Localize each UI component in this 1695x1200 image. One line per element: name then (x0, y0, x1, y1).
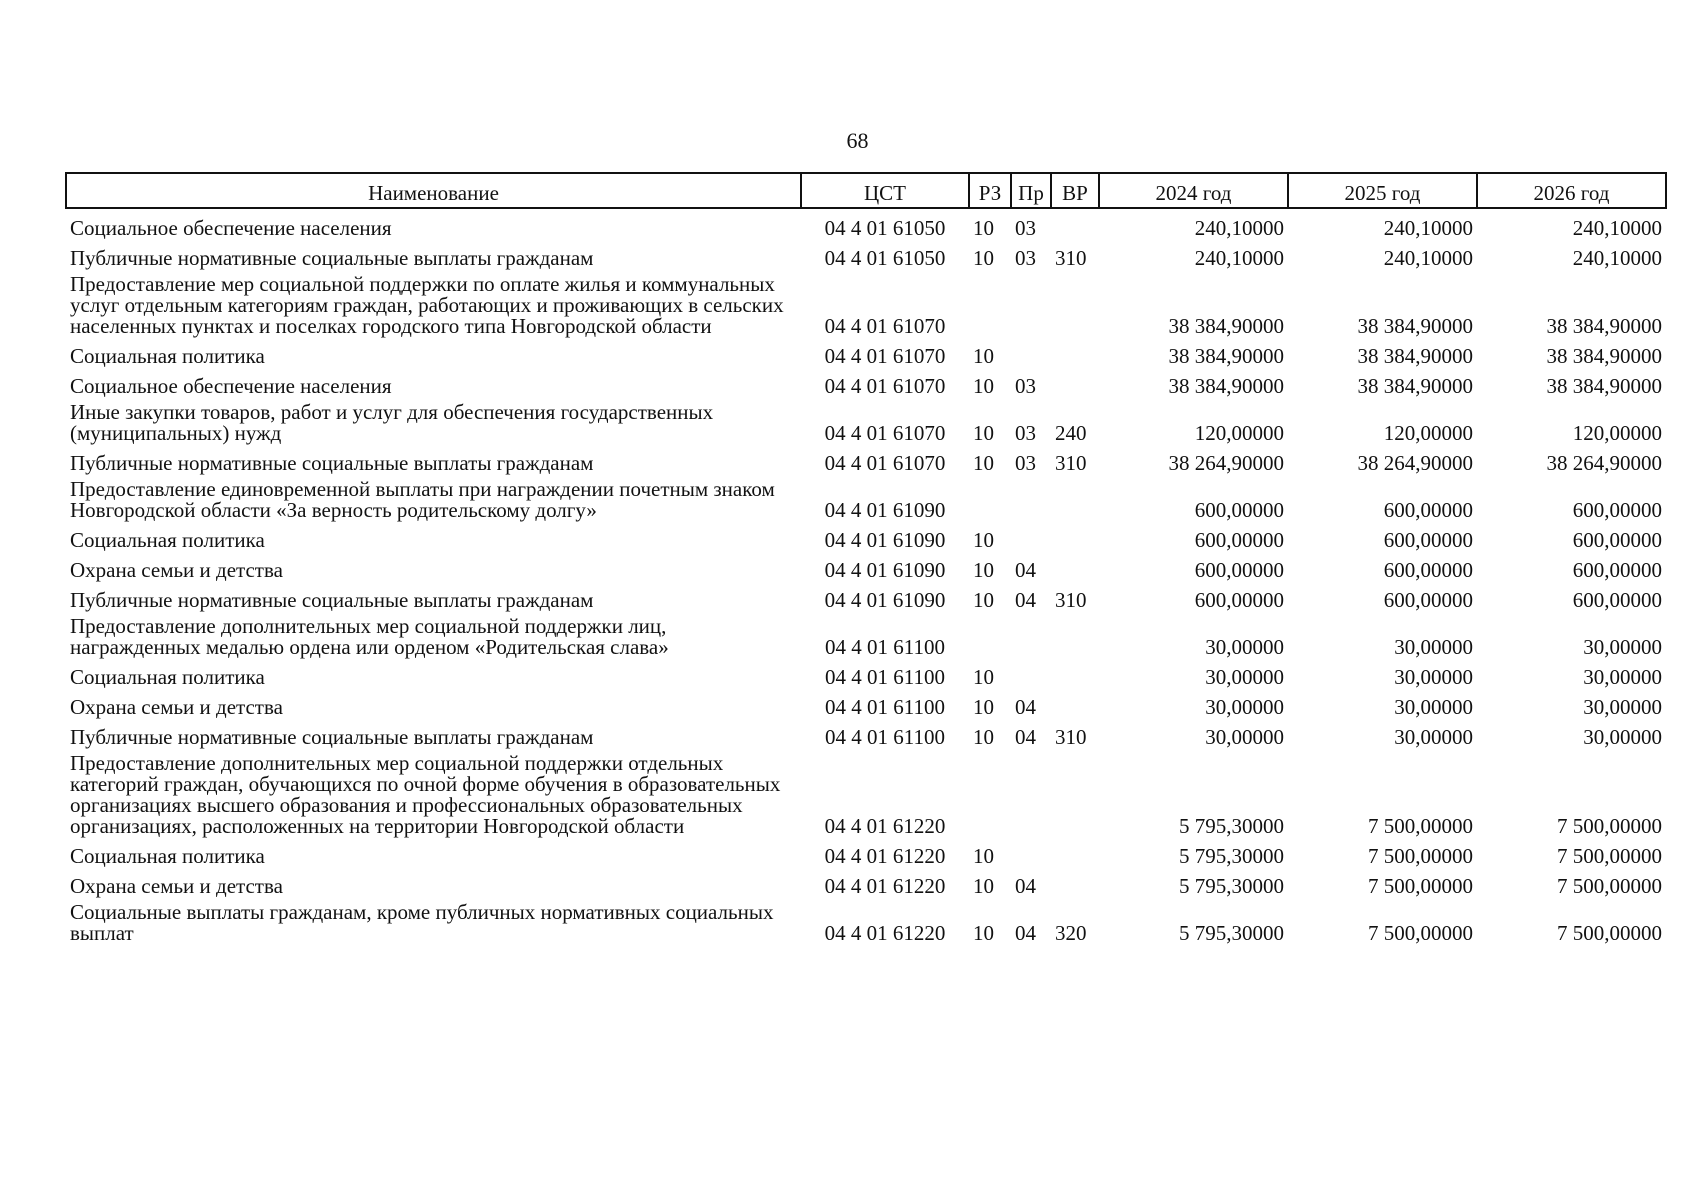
cell-pr (1011, 474, 1051, 521)
header-2026: 2026 год (1477, 173, 1666, 208)
cell-2025: 600,00000 (1383, 498, 1473, 522)
cell-pr: 04 (1015, 558, 1036, 582)
cell-cst: 04 4 01 61100 (825, 665, 945, 689)
cell-2024: 5 795,30000 (1179, 921, 1284, 945)
cell-2024: 5 795,30000 (1179, 844, 1284, 868)
cell-2025: 600,00000 (1383, 588, 1473, 612)
table-row (66, 688, 1666, 718)
cell-cst: 04 4 01 61090 (824, 558, 946, 582)
cell-2025: 7 500,00000 (1368, 814, 1473, 838)
cell-cst: 04 4 01 61090 (824, 588, 946, 612)
cell-2025: 30,00000 (1394, 695, 1473, 719)
cell-rz: 10 (973, 588, 994, 612)
header-2024: 2024 год (1099, 173, 1288, 208)
table-row (66, 897, 1666, 944)
cell-2025: 30,00000 (1394, 665, 1473, 689)
cell-cst: 04 4 01 61100 (825, 695, 945, 719)
cell-2026: 600,00000 (1572, 498, 1662, 522)
cell-pr: 03 (1015, 451, 1036, 475)
table-row (66, 521, 1666, 551)
cell-rz: 10 (973, 421, 994, 445)
cell-vr (1051, 748, 1099, 837)
cell-name: Публичные нормативные социальные выплаты гражданам (70, 451, 594, 475)
cell-cst: 04 4 01 61100 (825, 725, 945, 749)
cell-2026: 120,00000 (1572, 421, 1662, 445)
table-row (66, 208, 1666, 239)
cell-cst: 04 4 01 61070 (824, 374, 946, 398)
cell-vr: 240 (1055, 421, 1087, 445)
cell-rz: 10 (973, 921, 994, 945)
cell-pr (1011, 658, 1051, 688)
cell-2024: 240,10000 (1194, 246, 1284, 270)
cell-vr: 310 (1055, 451, 1087, 475)
cell-2024: 120,00000 (1194, 421, 1284, 445)
cell-vr (1051, 551, 1099, 581)
cell-2026: 7 500,00000 (1557, 814, 1662, 838)
header-pr: Пр (1011, 173, 1051, 208)
cell-2024: 30,00000 (1205, 635, 1284, 659)
cell-2026: 7 500,00000 (1557, 921, 1662, 945)
cell-2026: 30,00000 (1583, 635, 1662, 659)
cell-2026: 600,00000 (1572, 558, 1662, 582)
cell-vr (1051, 611, 1099, 658)
cell-name: Охрана семьи и детства (70, 558, 283, 582)
table-header-row (66, 173, 1666, 208)
cell-rz: 10 (973, 874, 994, 898)
cell-pr (1011, 521, 1051, 551)
cell-pr: 03 (1015, 246, 1036, 270)
cell-rz: 10 (973, 246, 994, 270)
table-row (66, 837, 1666, 867)
cell-2024: 600,00000 (1194, 558, 1284, 582)
cell-2026: 240,10000 (1572, 216, 1662, 240)
table-row (66, 581, 1666, 611)
cell-name: Социальная политика (70, 844, 265, 868)
cell-2026: 7 500,00000 (1557, 844, 1662, 868)
cell-vr: 310 (1055, 725, 1087, 749)
cell-cst: 04 4 01 61050 (824, 216, 946, 240)
cell-name: Социальная политика (70, 344, 265, 368)
cell-2025: 240,10000 (1383, 216, 1473, 240)
cell-vr (1051, 337, 1099, 367)
cell-2026: 30,00000 (1583, 665, 1662, 689)
cell-2025: 38 384,90000 (1357, 344, 1473, 368)
cell-rz: 10 (973, 665, 994, 689)
cell-rz: 10 (973, 374, 994, 398)
budget-table (65, 172, 1667, 944)
cell-cst: 04 4 01 61220 (824, 874, 946, 898)
cell-2024: 38 384,90000 (1168, 344, 1284, 368)
cell-name: Социальное обеспечение населения (70, 216, 392, 240)
cell-2025: 120,00000 (1383, 421, 1473, 445)
table-row (66, 551, 1666, 581)
cell-2025: 600,00000 (1383, 528, 1473, 552)
cell-rz (969, 269, 1011, 337)
cell-2024: 30,00000 (1205, 725, 1284, 749)
cell-2025: 38 264,90000 (1357, 451, 1473, 475)
cell-cst: 04 4 01 61070 (824, 421, 946, 445)
table-row (66, 337, 1666, 367)
cell-2024: 38 264,90000 (1168, 451, 1284, 475)
cell-2024: 5 795,30000 (1179, 874, 1284, 898)
cell-2024: 600,00000 (1194, 588, 1284, 612)
cell-2026: 7 500,00000 (1557, 874, 1662, 898)
cell-vr (1051, 837, 1099, 867)
cell-vr (1051, 521, 1099, 551)
cell-name: Предоставление единовременной выплаты при награждении почетным знаком Новгородской области «За верность родительскому долгу» (70, 477, 775, 522)
cell-name: Предоставление мер социальной поддержки по оплате жилья и коммунальных услуг отдельным категориям граждан, работающих и проживающих в сельских населенных пунктах и поселках городского типа Новгородской области (70, 272, 784, 338)
cell-pr: 04 (1015, 921, 1036, 945)
table-row (66, 397, 1666, 444)
cell-pr: 03 (1015, 216, 1036, 240)
cell-2025: 600,00000 (1383, 558, 1473, 582)
table-row (66, 444, 1666, 474)
table-row (66, 611, 1666, 658)
cell-2025: 7 500,00000 (1368, 921, 1473, 945)
cell-pr: 03 (1015, 374, 1036, 398)
cell-name: Предоставление дополнительных мер социальной поддержки лиц, награжденных медалью ордена или орденом «Родительская слава» (70, 614, 669, 659)
page-number: 68 (846, 128, 869, 153)
cell-rz: 10 (973, 528, 994, 552)
table-row (66, 474, 1666, 521)
cell-cst: 04 4 01 61090 (824, 528, 946, 552)
cell-2026: 600,00000 (1572, 588, 1662, 612)
table-row (66, 748, 1666, 837)
cell-cst: 04 4 01 61050 (824, 246, 946, 270)
cell-vr (1051, 867, 1099, 897)
cell-cst: 04 4 01 61220 (824, 814, 946, 838)
cell-cst: 04 4 01 61070 (824, 344, 946, 368)
cell-vr: 310 (1055, 588, 1087, 612)
cell-name: Охрана семьи и детства (70, 695, 283, 719)
table-row (66, 239, 1666, 269)
cell-2024: 38 384,90000 (1168, 314, 1284, 338)
cell-name: Иные закупки товаров, работ и услуг для обеспечения государственных (муниципальных) нужд (70, 400, 714, 445)
cell-2026: 240,10000 (1572, 246, 1662, 270)
cell-vr (1051, 658, 1099, 688)
header-cst: ЦСТ (801, 173, 969, 208)
cell-name: Охрана семьи и детства (70, 874, 283, 898)
cell-2025: 240,10000 (1383, 246, 1473, 270)
cell-cst: 04 4 01 61070 (824, 314, 946, 338)
cell-pr (1011, 269, 1051, 337)
cell-2025: 7 500,00000 (1368, 844, 1473, 868)
cell-pr (1011, 337, 1051, 367)
cell-cst: 04 4 01 61220 (824, 844, 946, 868)
cell-rz (969, 474, 1011, 521)
cell-cst: 04 4 01 61090 (824, 498, 946, 522)
cell-rz: 10 (973, 558, 994, 582)
cell-2024: 30,00000 (1205, 695, 1284, 719)
cell-vr (1051, 208, 1099, 239)
table-row (66, 367, 1666, 397)
cell-name: Социальные выплаты гражданам, кроме публичных нормативных социальных выплат (70, 900, 774, 945)
cell-pr: 04 (1015, 588, 1036, 612)
cell-2025: 38 384,90000 (1357, 374, 1473, 398)
cell-2026: 600,00000 (1572, 528, 1662, 552)
header-name: Наименование (66, 173, 801, 208)
cell-pr (1011, 837, 1051, 867)
cell-2026: 38 384,90000 (1546, 314, 1662, 338)
cell-vr (1051, 474, 1099, 521)
cell-2026: 30,00000 (1583, 725, 1662, 749)
cell-2024: 30,00000 (1205, 665, 1284, 689)
cell-2025: 30,00000 (1394, 635, 1473, 659)
cell-pr: 04 (1015, 874, 1036, 898)
cell-rz: 10 (973, 725, 994, 749)
table-row (66, 658, 1666, 688)
cell-rz: 10 (973, 695, 994, 719)
cell-cst: 04 4 01 61070 (824, 451, 946, 475)
cell-rz: 10 (973, 344, 994, 368)
cell-2024: 38 384,90000 (1168, 374, 1284, 398)
cell-rz: 10 (973, 844, 994, 868)
cell-pr: 04 (1015, 725, 1036, 749)
cell-name: Публичные нормативные социальные выплаты гражданам (70, 588, 594, 612)
cell-2026: 30,00000 (1583, 695, 1662, 719)
cell-rz: 10 (973, 216, 994, 240)
table-row (66, 718, 1666, 748)
cell-name: Социальная политика (70, 665, 265, 689)
cell-rz (969, 748, 1011, 837)
header-rz: РЗ (969, 173, 1011, 208)
cell-2025: 30,00000 (1394, 725, 1473, 749)
cell-cst: 04 4 01 61220 (824, 921, 946, 945)
cell-vr: 320 (1055, 921, 1087, 945)
header-vr: ВР (1051, 173, 1099, 208)
cell-vr (1051, 688, 1099, 718)
table-body (66, 208, 1666, 944)
cell-vr (1051, 367, 1099, 397)
cell-name: Публичные нормативные социальные выплаты гражданам (70, 246, 594, 270)
header-2025: 2025 год (1288, 173, 1477, 208)
cell-2024: 5 795,30000 (1179, 814, 1284, 838)
cell-name: Социальная политика (70, 528, 265, 552)
cell-vr (1051, 269, 1099, 337)
cell-2026: 38 384,90000 (1546, 374, 1662, 398)
cell-2024: 240,10000 (1194, 216, 1284, 240)
cell-cst: 04 4 01 61100 (825, 635, 945, 659)
cell-pr (1011, 611, 1051, 658)
cell-pr (1011, 748, 1051, 837)
cell-2024: 600,00000 (1194, 528, 1284, 552)
cell-2025: 38 384,90000 (1357, 314, 1473, 338)
cell-rz: 10 (973, 451, 994, 475)
cell-name: Социальное обеспечение населения (70, 374, 392, 398)
cell-name: Предоставление дополнительных мер социальной поддержки отдельных категорий граждан, обучающихся по очной форме обучения в образовательных организациях высшего образования и профессиональных образовательных организациях, расположенных на территории Новгородской области (70, 751, 781, 838)
cell-name: Публичные нормативные социальные выплаты гражданам (70, 725, 594, 749)
cell-vr: 310 (1055, 246, 1087, 270)
cell-pr: 04 (1015, 695, 1036, 719)
cell-rz (969, 611, 1011, 658)
cell-2025: 7 500,00000 (1368, 874, 1473, 898)
cell-2026: 38 264,90000 (1546, 451, 1662, 475)
cell-2026: 38 384,90000 (1546, 344, 1662, 368)
cell-2024: 600,00000 (1194, 498, 1284, 522)
cell-pr: 03 (1015, 421, 1036, 445)
table-row (66, 867, 1666, 897)
table-row (66, 269, 1666, 337)
